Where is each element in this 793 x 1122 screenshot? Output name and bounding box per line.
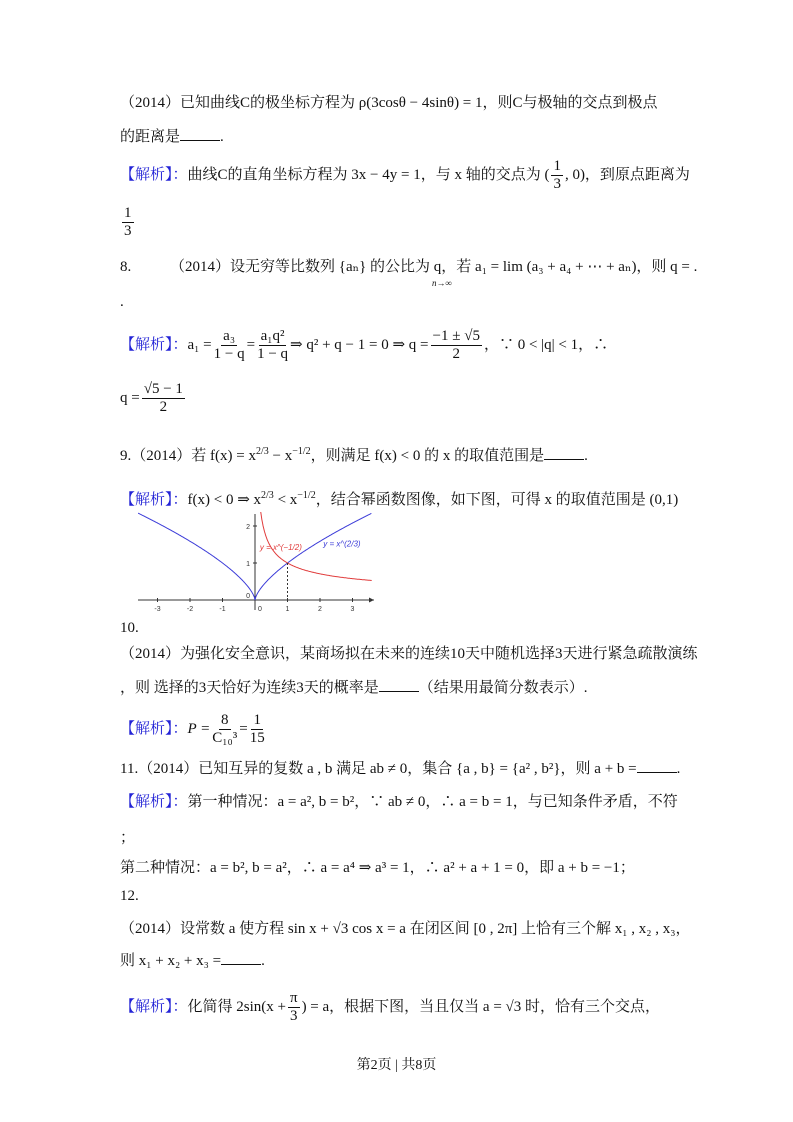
numerator: √5 − 1	[143, 381, 183, 397]
q8-answer	[120, 381, 187, 416]
math-text: ，则满足 f(x) < 0 的 x 的取值范围是	[310, 448, 545, 464]
answer-blank	[379, 679, 419, 692]
answer-blank	[544, 447, 584, 460]
y-tick-label: 2	[246, 524, 250, 531]
y-tick-label: 1	[246, 561, 250, 568]
q10-solution	[120, 712, 267, 747]
x-tick-label: 1	[285, 606, 290, 612]
q8-number: 8.	[120, 259, 132, 275]
math-text: ) = a，根据下图，当且仅当 a = √3 时，恰有三个交点，	[301, 998, 661, 1015]
denominator: 3	[124, 223, 132, 239]
math-text: ，则 选择的3天恰好为连续3天的概率是	[120, 680, 379, 696]
math-text: 11.（2014）已知互异的复数 a , b 满足 ab ≠ 0，集合 {a , b} = {a² , b²}，则 a + b =	[120, 761, 637, 777]
q7-sol-text: 曲线C的直角坐标方程为 3x − 4y = 1，与 x 轴的交点为 (	[187, 166, 550, 183]
fraction	[214, 328, 245, 363]
math-text: a₁ =	[187, 336, 212, 353]
power-function-graph	[138, 512, 378, 612]
q7-answer	[120, 205, 136, 240]
q12-solution	[120, 990, 660, 1025]
q9-question: 9.（2014）若 $f(x) = x^{2/3} - x^{-1/2}$，则满足 f(x) < 0 的 x 的取值范围是 .	[120, 446, 588, 464]
denominator: 15	[249, 730, 265, 746]
q11-question: 11.（2014）已知互异的复数 a , b 满足 ab ≠ 0，集合 {a , b} = {a² , b²}，则 a + b = .	[120, 761, 681, 777]
lim-subscript: n→∞	[432, 278, 452, 288]
fraction	[142, 381, 185, 416]
fraction	[212, 712, 237, 747]
math-text: =	[239, 720, 248, 737]
fraction	[431, 328, 482, 363]
numerator: π	[289, 990, 298, 1006]
denominator: 3	[290, 1008, 298, 1024]
math-text: 第一种情况：a = a², b = b²，∵ ab ≠ 0，∴ a = b = 1，与已知条件矛盾，不符	[187, 794, 678, 810]
math-text: < x	[273, 492, 298, 508]
numerator: 8	[221, 712, 229, 728]
answer-blank	[221, 952, 261, 965]
denominator: C₁₀³	[212, 730, 238, 746]
math-text: ⇒ q² + q − 1 = 0 ⇒ q =	[290, 336, 429, 353]
exponent: −1/2	[297, 490, 316, 501]
solution-label: 【解析】：	[120, 492, 188, 508]
denominator: 2	[159, 399, 168, 415]
q8-dot: .	[120, 294, 124, 310]
x-axis-arrow	[369, 598, 374, 603]
math-text: q =	[120, 389, 140, 406]
q11-solution-case2: 第二种情况：a = b², b = a²，∴ a = a⁴ ⇒ a³ = 1，∴ a² + a + 1 = 0，即 a + b = −1；	[120, 860, 635, 876]
page-footer: 第2页 | 共8页	[356, 1058, 437, 1073]
answer-blank	[180, 128, 220, 141]
q7-sol-tail: , 0)，到原点距离为	[564, 166, 690, 183]
numerator: 1	[253, 712, 261, 728]
q10-number: 10.	[120, 620, 139, 636]
denominator: 2	[452, 346, 460, 362]
fraction	[288, 990, 300, 1025]
q7-line1: （2014）已知曲线C的极坐标方程为 ρ(3cosθ − 4sinθ) = 1，则C与极轴的交点到极点	[120, 95, 658, 111]
q7-solution	[120, 158, 690, 193]
x-tick-label: 0	[258, 606, 262, 612]
q7-line2: 的距离是 .	[120, 129, 224, 145]
denominator: 1 − q	[257, 346, 289, 362]
math-text: =	[246, 336, 256, 353]
x-tick-label: -2	[186, 606, 194, 612]
fraction	[551, 158, 563, 193]
x-tick-label: 2	[318, 606, 322, 612]
x-tick-label: 3	[350, 606, 355, 612]
math-text: − x	[268, 448, 293, 464]
fraction	[250, 712, 265, 747]
numerator: a₁q²	[260, 328, 285, 344]
blue-curve-label: y = x^(2/3)	[323, 539, 361, 549]
numerator: a₃	[223, 328, 236, 344]
x-tick-label: -3	[154, 606, 161, 612]
numerator: −1 ± √5	[432, 328, 480, 344]
numerator: 1	[124, 205, 132, 221]
solution-label: 【解析】：	[120, 998, 188, 1015]
exponent: 2/3	[261, 490, 274, 501]
q11-semicolon: ；	[120, 830, 136, 846]
red-curve-label: y = x^(−1/2)	[259, 543, 302, 553]
math-text: 则 x₁ + x₂ + x₃ =	[120, 953, 222, 969]
q8-solution	[120, 328, 608, 363]
denominator: 3	[553, 176, 561, 192]
answer-blank	[637, 760, 677, 773]
denominator: 1 − q	[213, 346, 245, 362]
math-text: 9.（2014）若 f(x) = x	[120, 448, 256, 464]
x-tick-label: -1	[219, 606, 226, 612]
math-text: f(x) < 0 ⇒ x	[187, 492, 262, 508]
solution-label: 【解析】：	[120, 794, 188, 810]
fraction	[257, 328, 288, 363]
q9-solution	[120, 486, 678, 510]
solution-label: 【解析】：	[120, 720, 188, 737]
math-text: 化简得 2sin(x +	[187, 998, 286, 1015]
q12-number: 12.	[120, 888, 139, 904]
q10-line1: （2014）为强化安全意识，某商场拟在未来的连续10天中随机选择3天进行紧急疏散演练	[120, 646, 698, 662]
q11-solution	[120, 792, 678, 812]
q8-text: （2014）设无穷等比数列 {aₙ} 的公比为 q，若 a₁ = lim (a₃ + a₄ + ⋯ + aₙ)，则 q = .	[170, 259, 698, 275]
q8-question	[120, 257, 698, 288]
fraction	[122, 205, 134, 240]
q10-line2	[120, 678, 588, 698]
math-text: （结果用最简分数表示）.	[418, 680, 588, 696]
q12-line1: （2014）设常数 a 使方程 sin x + √3 cos x = a 在闭区间 [0 , 2π] 上恰有三个解 x₁ , x₂ , x₃，	[120, 921, 691, 937]
exponent: 2/3	[255, 446, 269, 457]
numerator: 1	[553, 158, 561, 174]
math-text: ，∵ 0 < |q| < 1，∴	[483, 336, 609, 353]
q7-line2-text: 的距离是	[120, 129, 181, 145]
math-text: P =	[187, 720, 211, 737]
solution-label: 【解析】：	[120, 166, 188, 183]
exponent: −1/2	[292, 446, 311, 457]
origin-label: 0	[246, 593, 250, 600]
solution-label: 【解析】：	[120, 336, 188, 353]
q12-line2: 则 x₁ + x₂ + x₃ = .	[120, 953, 265, 969]
math-text: ，结合幂函数图像，如下图，可得 x 的取值范围是 (0,1)	[315, 492, 679, 508]
